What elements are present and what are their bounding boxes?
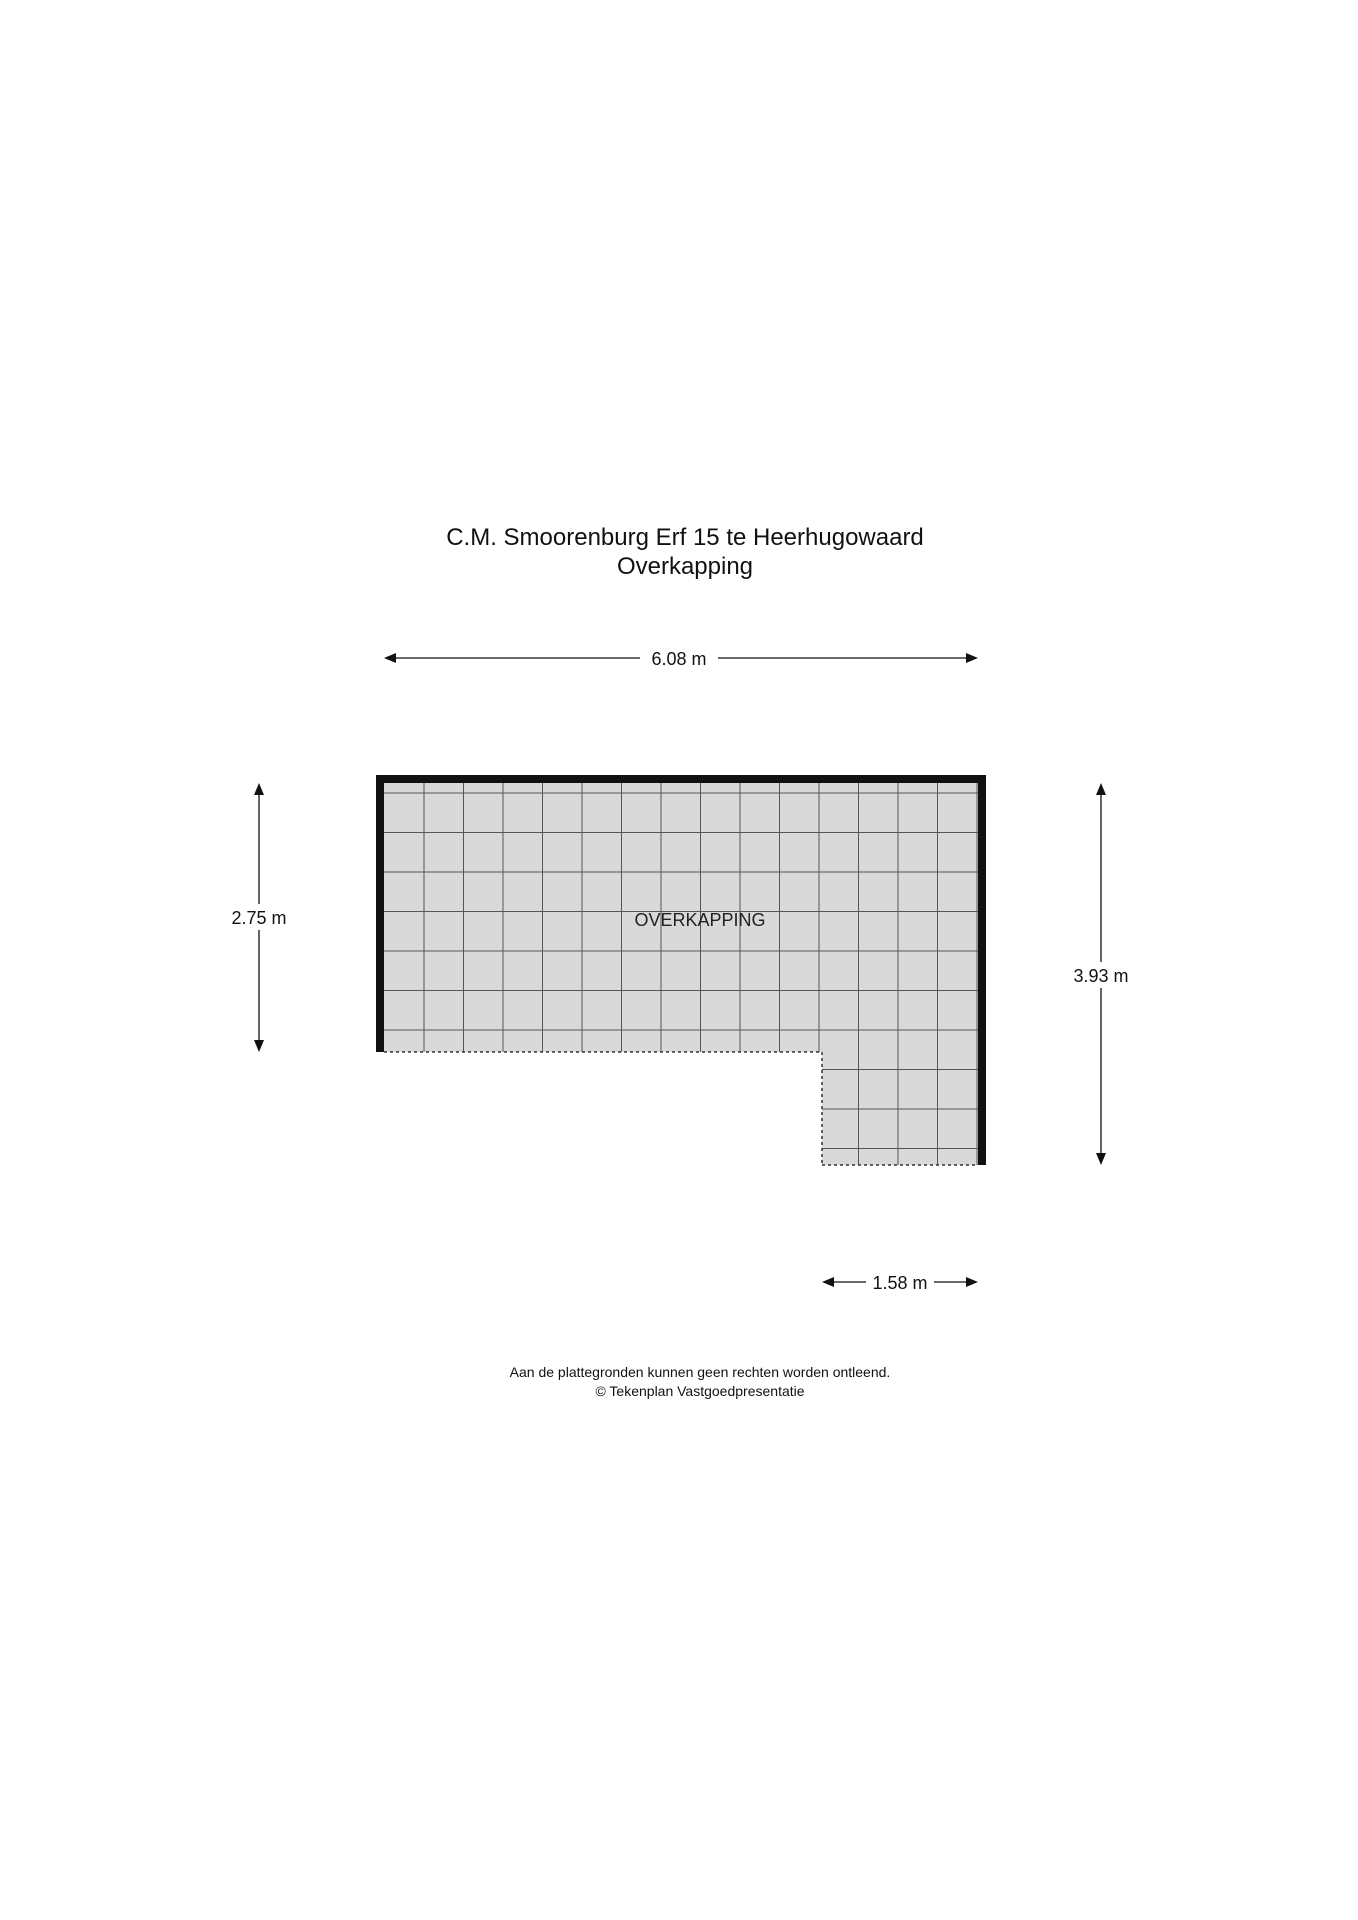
dimension-bottom-width [822, 1273, 978, 1293]
arrowhead-left [822, 1277, 834, 1287]
arrowhead-down [1096, 1153, 1106, 1165]
dimension-label-bottom-width: 1.58 m [872, 1273, 928, 1293]
plan-title: C.M. Smoorenburg Erf 15 te Heerhugowaard [446, 524, 924, 551]
dimension-label-left-height: 2.75 m [231, 908, 287, 928]
wall-right [978, 775, 986, 1165]
dimension-label-right-height: 3.93 m [1073, 966, 1129, 986]
dimension-label-top-width: 6.08 m [651, 649, 707, 669]
arrowhead-down [254, 1040, 264, 1052]
open-edge-lower [384, 1052, 822, 1165]
wall-top [376, 775, 986, 783]
footer-disclaimer: Aan de plattegronden kunnen geen rechten worden ontleend. [509, 1364, 891, 1380]
arrowhead-up [254, 783, 264, 795]
arrowhead-right [966, 1277, 978, 1287]
room-label: OVERKAPPING [634, 910, 766, 930]
floor-fill [384, 783, 978, 1165]
dimension-top-width [384, 649, 978, 669]
plan-subtitle: Overkapping [616, 553, 754, 580]
dimension-right-height [1068, 783, 1134, 1165]
dimension-left-height [228, 783, 290, 1052]
arrowhead-right [966, 653, 978, 663]
arrowhead-up [1096, 783, 1106, 795]
arrowhead-left [384, 653, 396, 663]
floor-area [384, 783, 978, 1165]
wall-left [376, 775, 384, 1052]
footer-copyright: © Tekenplan Vastgoedpresentatie [595, 1383, 805, 1399]
